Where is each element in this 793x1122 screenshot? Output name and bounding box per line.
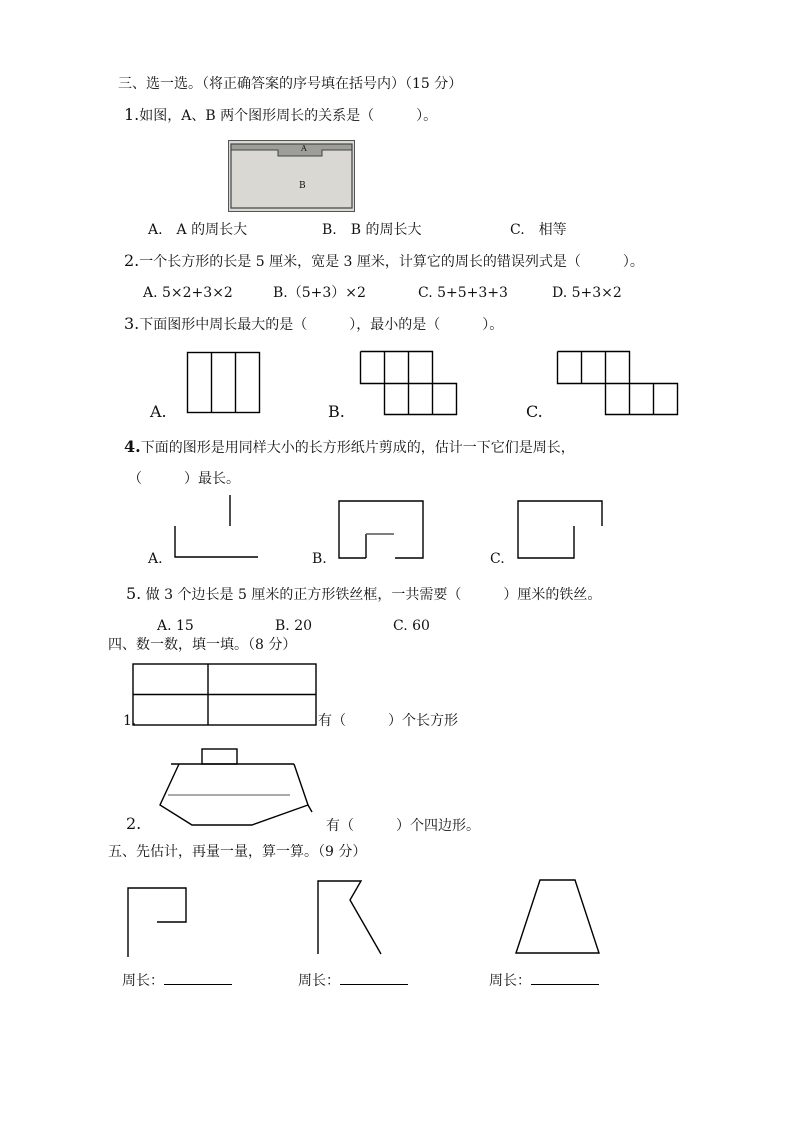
q3-number: 3. — [124, 314, 140, 333]
q5-number: 5. — [126, 584, 142, 603]
q1-figure-shapes — [228, 140, 355, 212]
q1-figure-photo — [228, 140, 355, 212]
s5-perimeter-3 — [489, 970, 599, 990]
q3-text: 下面图形中周长最大的是（ ），最小的是（ ）。 — [139, 317, 504, 333]
q2-option-d: D. 5+3×2 — [552, 285, 622, 301]
s4-q2-number: 2. — [126, 814, 142, 833]
section4-heading: 四、数一数，填一填。（8 分） — [108, 637, 297, 653]
q1-option-a: A. A 的周长大 — [148, 222, 248, 238]
q2-text: 一个长方形的长是 5 厘米，宽是 3 厘米，计算它的周长的错误列式是（ ）。 — [139, 254, 644, 270]
q4-text2: （ ）最长。 — [128, 471, 240, 487]
s4-q2-figure — [158, 748, 320, 828]
q2-number: 2. — [124, 251, 140, 270]
s5-figure-2 — [316, 880, 386, 956]
s4-q2-text: 有（ ）个四边形。 — [326, 818, 480, 834]
s4-q1-text: 有（ ）个长方形 — [318, 713, 458, 729]
q2-option-c: C. 5+5+3+3 — [418, 285, 508, 301]
q3-label-b: B. — [328, 402, 345, 421]
s5-answer-blank-1[interactable] — [164, 970, 232, 985]
q5-text: 做 3 个边长是 5 厘米的正方形铁丝框，一共需要（ ）厘米的铁丝。 — [145, 587, 602, 603]
q1-prompt — [124, 106, 437, 125]
q4-label-b: B. — [312, 551, 327, 567]
q1-figure-label-b: B — [299, 181, 306, 191]
q3-figure-c — [557, 351, 679, 415]
s5-answer-blank-2[interactable] — [340, 970, 408, 985]
s5-answer-blank-3[interactable] — [531, 970, 599, 985]
s5-perimeter-2 — [298, 970, 408, 990]
s4-q1-number: 1. — [123, 713, 137, 729]
s5-perimeter-label-1: 周长： — [122, 973, 164, 989]
q4-text: 下面的图形是用同样大小的长方形纸片剪成的，估计一下它们是周长， — [140, 440, 575, 456]
q2-option-a: A. 5×2+3×2 — [143, 285, 233, 301]
q1-text: 如图，A、B 两个图形周长的关系是（ ）。 — [139, 108, 438, 124]
q2-prompt — [124, 252, 644, 271]
s5-perimeter-label-2: 周长： — [298, 973, 340, 989]
q1-option-c: C. 相等 — [510, 222, 567, 238]
q5-option-a: A. 15 — [157, 618, 194, 634]
q4-figure-a — [174, 495, 260, 559]
section5-heading: 五、先估计，再量一量，算一算。（9 分） — [108, 844, 367, 860]
q1-figure-label-a: A — [301, 144, 307, 153]
q4-figure-c — [517, 500, 605, 560]
q3-label-c: C. — [526, 402, 543, 421]
s4-q1-figure — [132, 663, 318, 727]
q4-prompt — [124, 438, 575, 457]
q2-option-b: B.（5+3）×2 — [273, 285, 366, 301]
q4-label-a: A. — [148, 551, 163, 567]
q3-label-a: A. — [150, 402, 167, 421]
q3-figure-b — [360, 351, 458, 415]
q1-option-b: B. B 的周长大 — [322, 222, 422, 238]
q5-prompt — [126, 585, 601, 604]
s5-figure-1 — [126, 887, 190, 959]
q4-figure-b — [338, 500, 426, 560]
q3-figure-a — [187, 352, 261, 414]
q3-prompt — [124, 315, 503, 334]
s5-figure-3 — [515, 879, 603, 955]
q4-label-c: C. — [490, 551, 505, 567]
q4-number: 4. — [124, 437, 141, 456]
s5-perimeter-label-3: 周长： — [489, 973, 531, 989]
section3-heading: 三、选一选。（将正确答案的序号填在括号内）（15 分） — [118, 76, 463, 92]
s5-perimeter-1 — [122, 970, 232, 990]
q1-number: 1. — [124, 105, 140, 124]
q5-option-c: C. 60 — [393, 618, 430, 634]
q5-option-b: B. 20 — [275, 618, 313, 634]
